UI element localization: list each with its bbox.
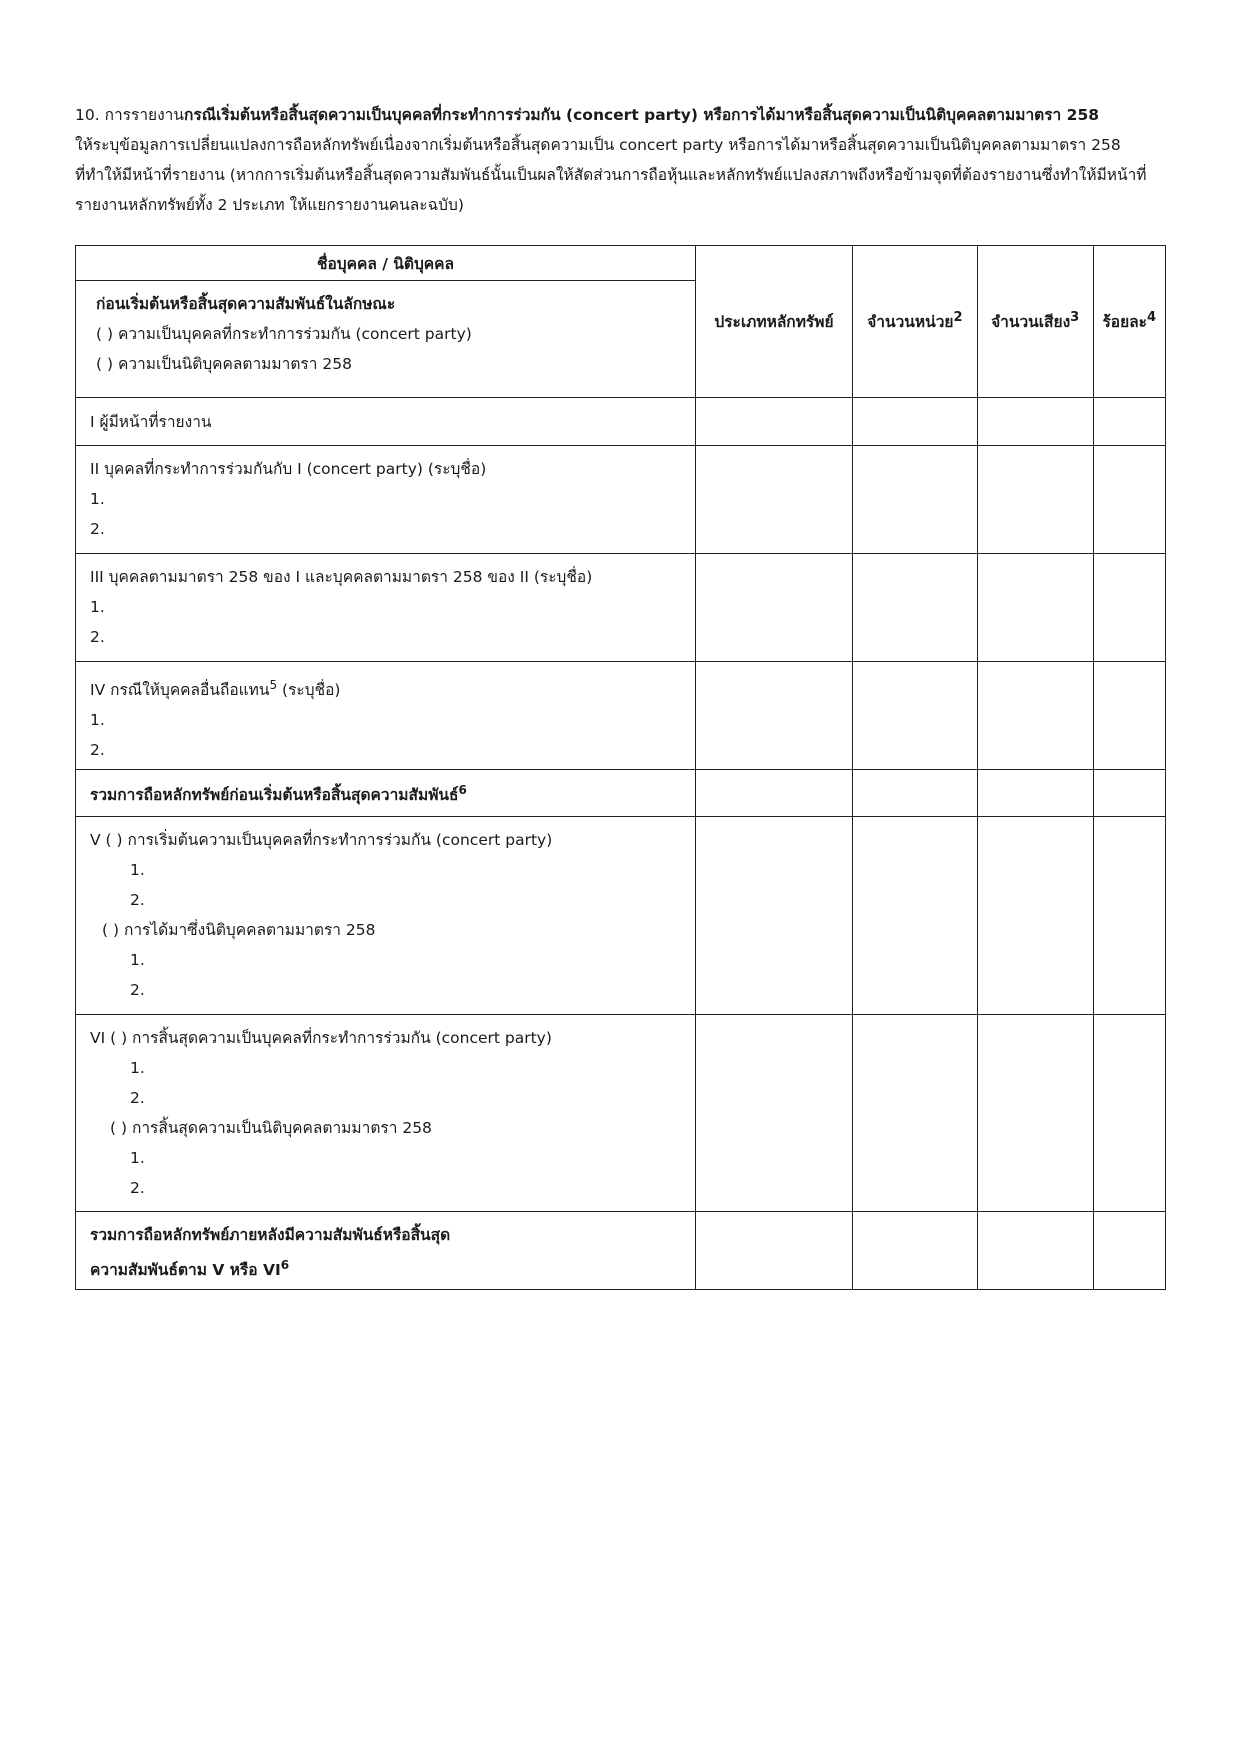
row-V-votes-cell[interactable] bbox=[977, 817, 1093, 1015]
row-VI-percent-cell[interactable] bbox=[1093, 1015, 1166, 1212]
intro-line-3: ที่ทำให้มีหน้าที่รายงาน (หากการเริ่มต้นหรือสิ้นสุดความสัมพันธ์นั้นเป็นผลให้สัดส่วนการถือหุ้นและหลักทรัพย์แปลงสภาพถึงหรือข้ามจุดที่ต้องรายงานซึ่งทำให้มีหน้าที่ bbox=[75, 166, 1147, 184]
table-row-II bbox=[76, 446, 1166, 554]
row-I-votes-cell[interactable] bbox=[977, 398, 1093, 446]
row-IV-units-cell[interactable] bbox=[852, 662, 977, 770]
intro-line-2: ให้ระบุข้อมูลการเปลี่ยนแปลงการถือหลักทรัพย์เนื่องจากเริ่มต้นหรือสิ้นสุดความเป็น concert party หรือการได้มาหรือสิ้นสุดความเป็นนิติบุคคลตามมาตรา 258 bbox=[75, 136, 1121, 154]
row-VI-258-option[interactable]: ( ) การสิ้นสุดความเป็นนิติบุคคลตามมาตรา 258 bbox=[110, 1119, 432, 1137]
total-before-units-cell[interactable] bbox=[852, 770, 977, 817]
name-column-header: ชื่อบุคคล / นิติบุคคล bbox=[76, 246, 696, 281]
row-V-b-item-2[interactable]: 2. bbox=[130, 981, 145, 999]
row-IV-label: IV กรณีให้บุคคลอื่นถือแทน$^5$ (ระบุชื่อ) 1. 2. bbox=[76, 662, 696, 770]
section-258-checkbox-option[interactable]: ( ) ความเป็นนิติบุคคลตามมาตรา 258 bbox=[96, 355, 352, 373]
row-VI-units-cell[interactable] bbox=[852, 1015, 977, 1212]
total-after-type-cell[interactable] bbox=[695, 1212, 852, 1290]
row-V-concert-option[interactable]: V ( ) การเริ่มต้นความเป็นบุคคลที่กระทำการร่วมกัน (concert party) bbox=[90, 831, 553, 849]
row-II-percent-cell[interactable] bbox=[1093, 446, 1166, 554]
row-II-item-2[interactable]: 2. bbox=[90, 520, 105, 538]
row-I-label: I ผู้มีหน้าที่รายงาน bbox=[76, 398, 696, 446]
row-V-units-cell[interactable] bbox=[852, 817, 977, 1015]
intro-line-4: รายงานหลักทรัพย์ทั้ง 2 ประเภท ให้แยกรายงานคนละฉบับ) bbox=[75, 196, 464, 214]
security-type-header: ประเภทหลักทรัพย์ bbox=[695, 246, 852, 398]
row-II-type-cell[interactable] bbox=[695, 446, 852, 554]
table-row-IV bbox=[76, 662, 1166, 770]
row-VI-votes-cell[interactable] bbox=[977, 1015, 1093, 1212]
intro-prefix: 10. การรายงาน bbox=[75, 106, 184, 124]
row-III-votes-cell[interactable] bbox=[977, 554, 1093, 662]
row-III-percent-cell[interactable] bbox=[1093, 554, 1166, 662]
before-relationship-block bbox=[76, 281, 696, 398]
row-V-percent-cell[interactable] bbox=[1093, 817, 1166, 1015]
row-IV-type-cell[interactable] bbox=[695, 662, 852, 770]
units-header: จำนวนหน่วย$^2$ bbox=[852, 246, 977, 398]
row-III-item-1[interactable]: 1. bbox=[90, 598, 105, 616]
row-V-b-item-1[interactable]: 1. bbox=[130, 951, 145, 969]
total-after-units-cell[interactable] bbox=[852, 1212, 977, 1290]
row-IV-item-1[interactable]: 1. bbox=[90, 711, 105, 730]
before-block-title: ก่อนเริ่มต้นหรือสิ้นสุดความสัมพันธ์ในลักษณะ bbox=[96, 295, 396, 313]
total-before-type-cell[interactable] bbox=[695, 770, 852, 817]
row-V-a-item-2[interactable]: 2. bbox=[130, 891, 145, 909]
table-row-V bbox=[76, 817, 1166, 1015]
row-VI-b-item-2[interactable]: 2. bbox=[130, 1179, 145, 1197]
row-III-item-2[interactable]: 2. bbox=[90, 628, 105, 646]
table-row-I bbox=[76, 398, 1166, 446]
row-VI-b-item-1[interactable]: 1. bbox=[130, 1149, 145, 1167]
row-V-a-item-1[interactable]: 1. bbox=[130, 861, 145, 879]
row-V-label bbox=[76, 817, 696, 1015]
row-II-label: II บุคคลที่กระทำการร่วมกันกับ I (concert party) (ระบุชื่อ) 1. 2. bbox=[76, 446, 696, 554]
row-IV-percent-cell[interactable] bbox=[1093, 662, 1166, 770]
row-III-label: III บุคคลตามมาตรา 258 ของ I และบุคคลตามมาตรา 258 ของ II (ระบุชื่อ) 1. 2. bbox=[76, 554, 696, 662]
intro-line-1 bbox=[75, 100, 1165, 130]
row-VI-type-cell[interactable] bbox=[695, 1015, 852, 1212]
total-before-percent-cell[interactable] bbox=[1093, 770, 1166, 817]
votes-header: จำนวนเสียง$^3$ bbox=[977, 246, 1093, 398]
table-row-total-after bbox=[76, 1212, 1166, 1290]
total-before-votes-cell[interactable] bbox=[977, 770, 1093, 817]
row-I-units-cell[interactable] bbox=[852, 398, 977, 446]
row-III-type-cell[interactable] bbox=[695, 554, 852, 662]
row-IV-votes-cell[interactable] bbox=[977, 662, 1093, 770]
row-VI-concert-option[interactable]: VI ( ) การสิ้นสุดความเป็นบุคคลที่กระทำการร่วมกัน (concert party) bbox=[90, 1029, 552, 1047]
percent-header: ร้อยละ$^4$ bbox=[1093, 246, 1166, 398]
row-V-258-option[interactable]: ( ) การได้มาซึ่งนิติบุคคลตามมาตรา 258 bbox=[102, 921, 376, 939]
total-before-label: รวมการถือหลักทรัพย์ก่อนเริ่มต้นหรือสิ้นสุดความสัมพันธ์$^6$ bbox=[76, 770, 696, 817]
row-V-type-cell[interactable] bbox=[695, 817, 852, 1015]
row-VI-a-item-1[interactable]: 1. bbox=[130, 1059, 145, 1077]
row-I-percent-cell[interactable] bbox=[1093, 398, 1166, 446]
table-row-total-before bbox=[76, 770, 1166, 817]
row-IV-item-2[interactable]: 2. bbox=[90, 741, 105, 760]
total-after-label: รวมการถือหลักทรัพย์ภายหลังมีความสัมพันธ์หรือสิ้นสุด ความสัมพันธ์ตาม V หรือ $VI^6$ bbox=[76, 1212, 696, 1290]
row-VI-label bbox=[76, 1015, 696, 1212]
row-I-type-cell[interactable] bbox=[695, 398, 852, 446]
holding-report-table bbox=[75, 245, 1166, 1290]
row-III-units-cell[interactable] bbox=[852, 554, 977, 662]
table-row-VI bbox=[76, 1015, 1166, 1212]
row-II-units-cell[interactable] bbox=[852, 446, 977, 554]
total-after-percent-cell[interactable] bbox=[1093, 1212, 1166, 1290]
table-row-III bbox=[76, 554, 1166, 662]
concert-party-checkbox-option[interactable]: ( ) ความเป็นบุคคลที่กระทำการร่วมกัน (concert party) bbox=[96, 325, 472, 343]
row-II-votes-cell[interactable] bbox=[977, 446, 1093, 554]
row-VI-a-item-2[interactable]: 2. bbox=[130, 1089, 145, 1107]
intro-bold-title: กรณีเริ่มต้นหรือสิ้นสุดความเป็นบุคคลที่กระทำการร่วมกัน (concert party) หรือการได้มาหรือสิ้นสุดความเป็นนิติบุคคลตามมาตรา 258 bbox=[183, 106, 1100, 124]
total-after-votes-cell[interactable] bbox=[977, 1212, 1093, 1290]
intro-text bbox=[75, 100, 1165, 220]
row-II-item-1[interactable]: 1. bbox=[90, 490, 105, 508]
